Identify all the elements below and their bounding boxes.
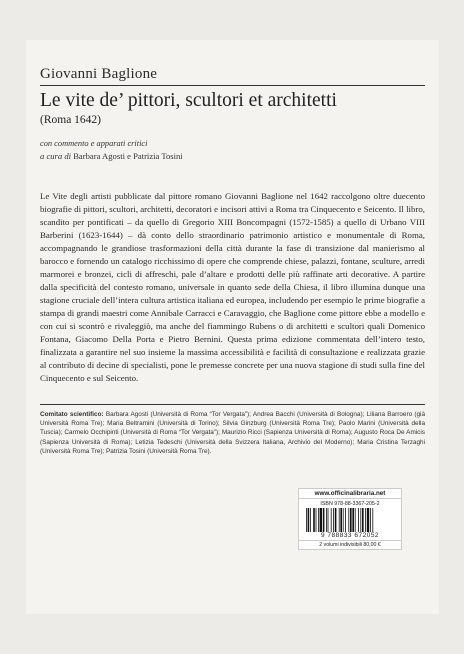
barcode-block [298,488,402,550]
author-name: Giovanni Baglione [40,66,158,82]
publisher-website: www.officinalibraria.net [298,488,402,498]
blurb-text: Le Vite degli artisti pubblicate dal pittore romano Giovanni Baglione nel 1642 raccolgono oltre duecento biografie di pittori, scultori, architetti, decoratori e incisori attivi a Roma tra Cinquecento e Seicento. Il libro, scandito per pontificati – da quello di Gregorio XIII Boncompagni (1572-1585) a quello di Urbano VIII Barberini (1623-1644) – dà conto dello straordinario patrimonio artistico e monumentale di Roma, accompagnando le grandiose trasformazioni della città durante la fase di transizione dal manierismo al barocco e fornendo un catalogo ricchissimo di opere che comprende chiese, palazzi, fontane, sculture, arredi marmorei e bronzei, cicli di affreschi, pale d’altare e prodotti delle più raffinate arti decorative. A partire dalla specificità del contesto romano, universale in quanto sede della Chiesa, il libro illumina dunque una stagione cruciale dell’intera cultura artistica italiana ed europea, includendo per esempio le prime biografie a stampa di grandi maestri come Annibale Carracci e Caravaggio, che Baglione come pittore ebbe a modello e con cui si scontrò e rivaleggiò, ma anche del fiammingo Rubens o di architetti e scultori quali Domenico Fontana, Giacomo Della Porta e Pietro Bernini. Questa prima edizione commentata dell’intero testo, finalizzata a garantire nel suo insieme la massima accessibilità e facilità di consultazione e realizzata grazie al contributo di decine di specialisti, pone le premesse concrete per una nuova stagione di studi sulla fine del Cinquecento e sul Seicento. [40,191,425,383]
edition-note: con commento e apparati critici [40,139,148,149]
book-subtitle: (Roma 1642) [40,114,102,127]
price-label: 2 volumi indivisibili 80,00 € [298,541,402,550]
barcode-area [298,498,402,541]
committee-label: Comitato scientifico: [40,410,104,418]
cover-content [40,66,425,456]
barcode-icon [305,508,395,532]
curators-names: Barbara Agosti e Patrizia Tosini [73,151,183,162]
committee-members: Barbara Agosti (Università di Roma “Tor Vergata”); Andrea Bacchi (Università di Bologna); Liliana Barroero (già Università Roma Tre); Maria Beltramini (Università di Torino); Silvia Ginzburg (Università Roma Tre); Paolo Marini (Università della Tuscia); Carmelo Occhipinti (Università di Roma “Tor Vergata”); Maurizio Ricci (Sapienza Università di Roma); Augusto Roca De Amicis (Sapienza Università di Roma); Letizia Tedeschi (Università della Svizzera Italiana, Archivio del Moderno); Maria Cristina Terzaghi (Università Roma Tre); Patrizia Tosini (Università Roma Tre). [40,410,425,455]
curators-line [40,151,425,161]
barcode-number: 9 788833 672052 [320,532,380,539]
book-title: Le vite de’ pittori, scultori et architetti [40,90,337,111]
header-rule [40,85,425,86]
committee-rule [40,404,425,405]
isbn-label: ISBN 978-88-3367-205-2 [320,501,380,507]
curators-prefix: a cura di [40,151,72,162]
scientific-committee [40,410,425,456]
